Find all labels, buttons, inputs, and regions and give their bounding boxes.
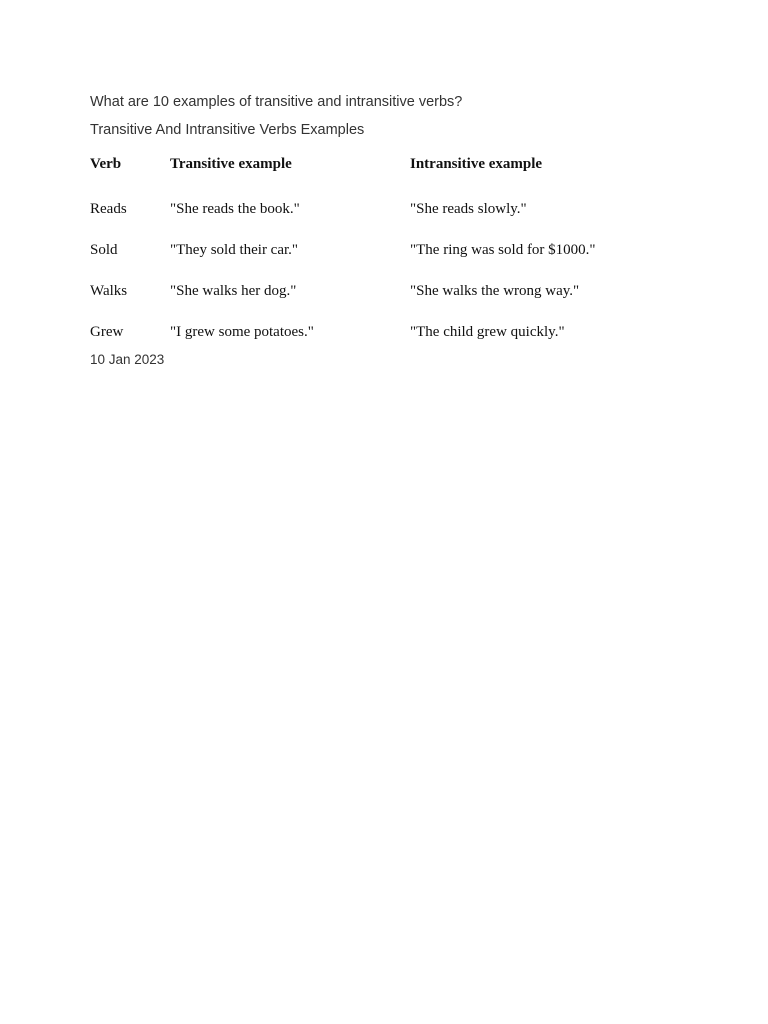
intransitive-cell: "The child grew quickly." — [410, 324, 565, 340]
verbs-table — [90, 156, 650, 365]
transitive-cell: "They sold their car." — [170, 242, 299, 258]
table-row — [90, 324, 650, 365]
verb-cell: Walks — [90, 283, 128, 299]
table-row — [90, 201, 650, 242]
verb-cell: Grew — [90, 324, 124, 340]
question-heading: What are 10 examples of transitive and intransitive verbs? — [90, 94, 463, 110]
header-verb: Verb — [90, 156, 122, 172]
verb-cell: Sold — [90, 242, 118, 258]
intransitive-cell: "She walks the wrong way." — [410, 283, 580, 299]
transitive-cell: "I grew some potatoes." — [170, 324, 314, 340]
date-text: 10 Jan 2023 — [90, 352, 165, 367]
intransitive-cell: "She reads slowly." — [410, 201, 527, 217]
section-title: Transitive And Intransitive Verbs Examples — [90, 122, 365, 138]
header-transitive: Transitive example — [170, 156, 292, 172]
intransitive-cell: "The ring was sold for $1000." — [410, 242, 596, 258]
header-intransitive: Intransitive example — [410, 156, 543, 172]
table-row — [90, 283, 650, 324]
table-row — [90, 242, 650, 283]
transitive-cell: "She reads the book." — [170, 201, 300, 217]
verb-cell: Reads — [90, 201, 127, 217]
table-header-row — [90, 156, 650, 201]
transitive-cell: "She walks her dog." — [170, 283, 297, 299]
